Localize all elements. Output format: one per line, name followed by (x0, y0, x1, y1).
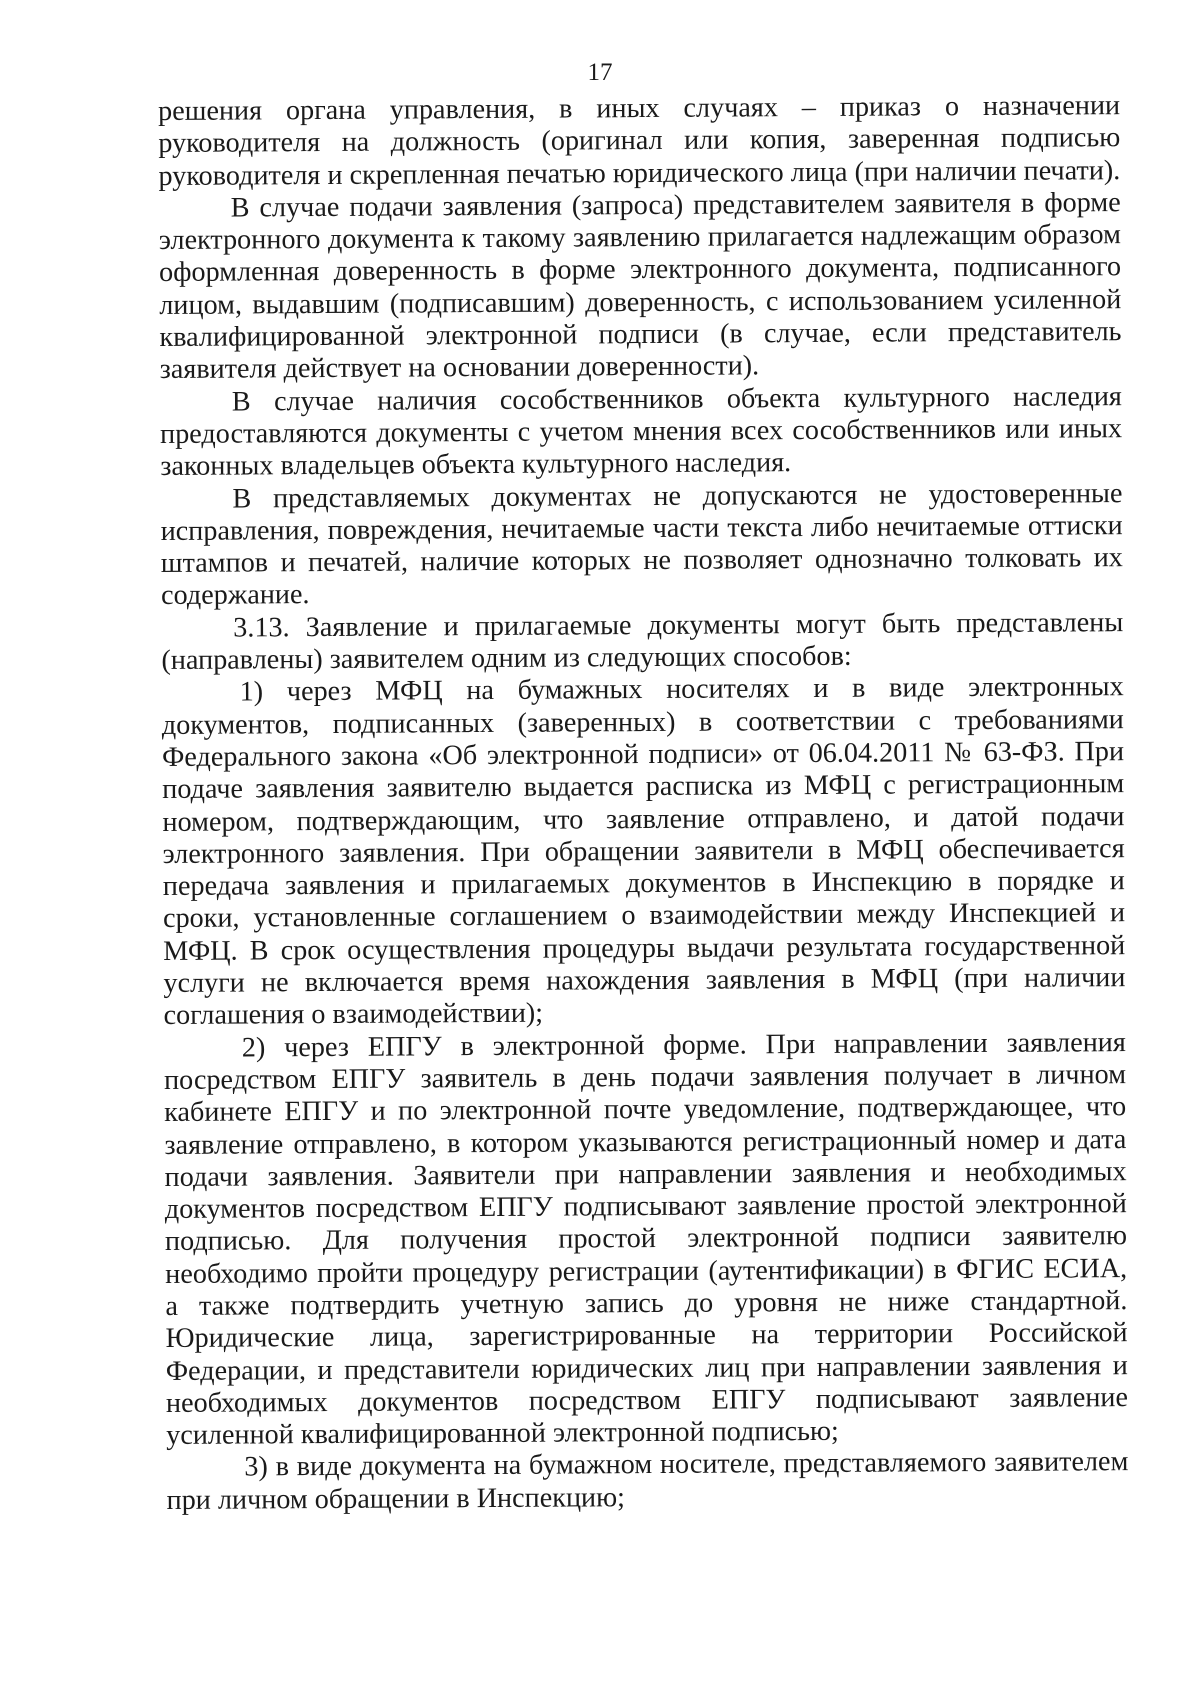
paragraph-document-corrections: В представляемых документах не допускаются не удостоверенные исправления, повреждения, нечитаемые части текста либо нечитаемые оттиски штампов и печатей, наличие которых не позволяет однозначно толковать их содержание. (160, 477, 1123, 612)
document-body (158, 90, 1129, 1517)
paragraph-appointment-order: решения органа управления, в иных случаях – приказ о назначении руководителя на должность (оригинал или копия, заверенная подписью руководителя и скрепленная печатью юридического лица (при наличии печати). (158, 90, 1121, 192)
paragraph-representative-power-of-attorney: В случае подачи заявления (запроса) представителем заявителя в форме электронного документа к такому заявлению прилагается надлежащим образом оформленная доверенность в форме электронного документа, подписанного лицом, выдавшим (подписавшим) доверенность, с использованием усиленной квалифицированной электронной подписи (в случае, если представитель заявителя действует на основании доверенности). (158, 187, 1122, 386)
paragraph-section-3-13: 3.13. Заявление и прилагаемые документы могут быть представлены (направлены) заявителем одним из следующих способов: (161, 606, 1124, 677)
page-number: 17 (587, 59, 613, 86)
paragraph-co-owners: В случае наличия сособственников объекта культурного наследия предоставляются документы с учетом мнения всех сособственников или иных законных владельцев объекта культурного наследия. (159, 380, 1123, 483)
list-item-epgu: 2) через ЕПГУ в электронной форме. При направлении заявления посредством ЕПГУ заявитель в день подачи заявления получает в личном кабинете ЕПГУ и по электронной почте уведомление, подтверждающее, что заявление отправлено, в котором указываются регистрационный номер и дата подачи заявления. Заявители при направлении заявления и необходимых документов посредством ЕПГУ подписывают заявление простой электронной подписью. Для получения простой электронной подписи заявителю необходимо пройти процедуру регистрации (аутентификации) в ФГИС ЕСИА, а также подтвердить учетную запись до уровня не ниже стандартной. Юридические лица, зарегистрированные на территории Российской Федерации, и представители юридических лиц при направлении заявления и необходимых документов посредством ЕПГУ подписывают заявление усиленной квалифицированной электронной подписью; (163, 1026, 1129, 1452)
list-item-paper-in-person: 3) в виде документа на бумажном носителе, представляемого заявителем при личном обращении в Инспекцию; (166, 1446, 1129, 1516)
list-item-mfc: 1) через МФЦ на бумажных носителях и в виде электронных документов, подписанных (заверенных) в соответствии с требованиями Федерального закона «Об электронной подписи» от 06.04.2011 № 63-ФЗ. При подаче заявления заявителю выдается расписка из МФЦ с регистрационным номером, подтверждающим, что заявление отправлено, и датой подачи электронного заявления. При обращении заявители в МФЦ обеспечивается передача заявления и прилагаемых документов в Инспекцию в порядке и сроки, установленные соглашением о взаимодействии между Инспекцией и МФЦ. В срок осуществления процедуры выдачи результата государственной услуги не включается время нахождения заявления в МФЦ (при наличии соглашения о взаимодействии); (161, 671, 1126, 1032)
